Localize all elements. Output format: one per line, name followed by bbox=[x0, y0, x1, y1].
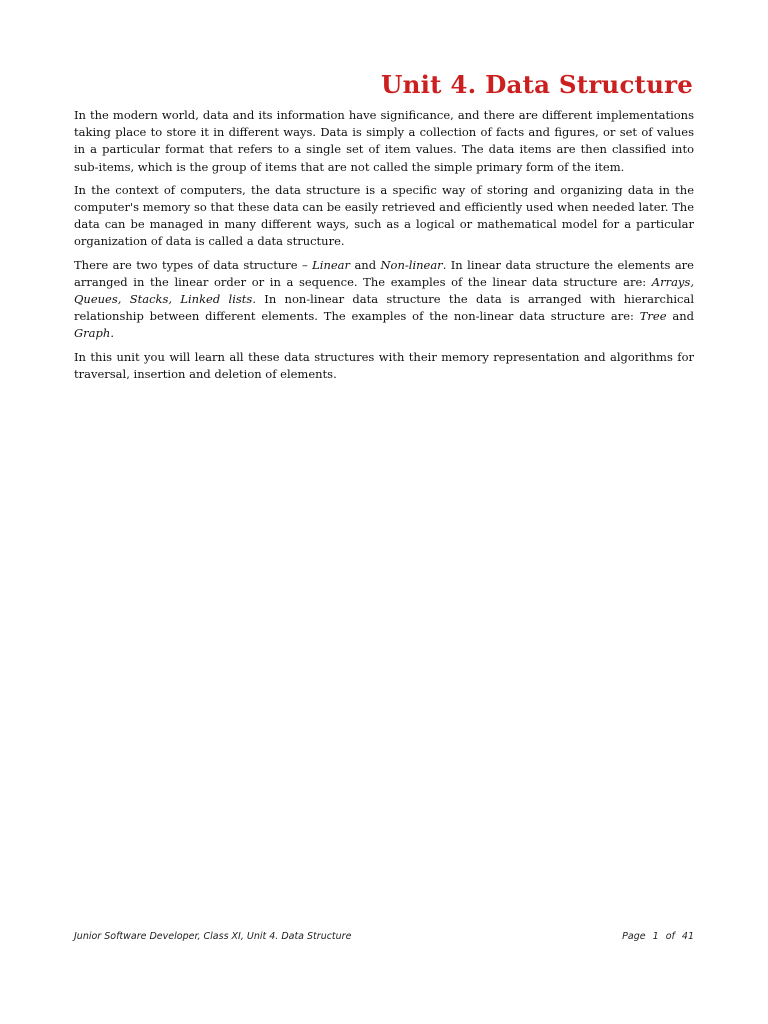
page-current: 1 bbox=[652, 931, 659, 942]
document-body bbox=[74, 107, 694, 389]
types-text-6: . bbox=[110, 326, 114, 341]
paragraph-unit-summary: In this unit you will learn all these data structures with their memory representation and algorithms for traversal, insertion and deletion of elements. bbox=[74, 349, 694, 381]
term-graph: Graph bbox=[74, 326, 111, 341]
types-text-3: . In linear data structure the elements are arranged in the linear order or in a sequence. The examples of the linear data structure are: bbox=[74, 257, 694, 289]
paragraph-types bbox=[74, 257, 694, 343]
types-text-2: and bbox=[350, 257, 381, 272]
page-of: of bbox=[665, 931, 675, 942]
linear-examples: Arrays, Queues, Stacks, Linked lists bbox=[74, 274, 694, 307]
types-text-1: There are two types of data structure – bbox=[74, 257, 313, 272]
page-label: Page bbox=[622, 931, 646, 942]
footer-course-title: Junior Software Developer, Class XI, Unit 4. Data Structure bbox=[74, 931, 352, 942]
page-total: 41 bbox=[681, 931, 694, 942]
term-tree: Tree bbox=[639, 309, 667, 324]
paragraph-intro: In the modern world, data and its information have significance, and there are different implementations taking place to store it in different ways. Data is simply a collection of facts and figures, or set of values in a particular format that refers to a single set of item values. The data items are then classified into sub-items, which is the group of items that are not called the simple primary form of the item. bbox=[74, 108, 694, 174]
term-nonlinear: Non-linear bbox=[380, 257, 443, 272]
unit-title: Unit 4. Data Structure bbox=[381, 70, 693, 99]
footer-page-number bbox=[622, 931, 694, 942]
paragraph-context: In the context of computers, the data structure is a specific way of storing and organizing data in the computer's memory so that these data can be easily retrieved and efficiently used when needed later. The data can be managed in many different ways, such as a logical or mathematical model for a particular organization of data is called a data structure. bbox=[74, 182, 694, 249]
types-text-5: and bbox=[666, 309, 695, 324]
types-text-4: . In non-linear data structure the data is arranged with hierarchical relationship between different elements. The examples of the non-linear data structure are: bbox=[74, 292, 695, 324]
term-linear: Linear bbox=[312, 257, 351, 272]
